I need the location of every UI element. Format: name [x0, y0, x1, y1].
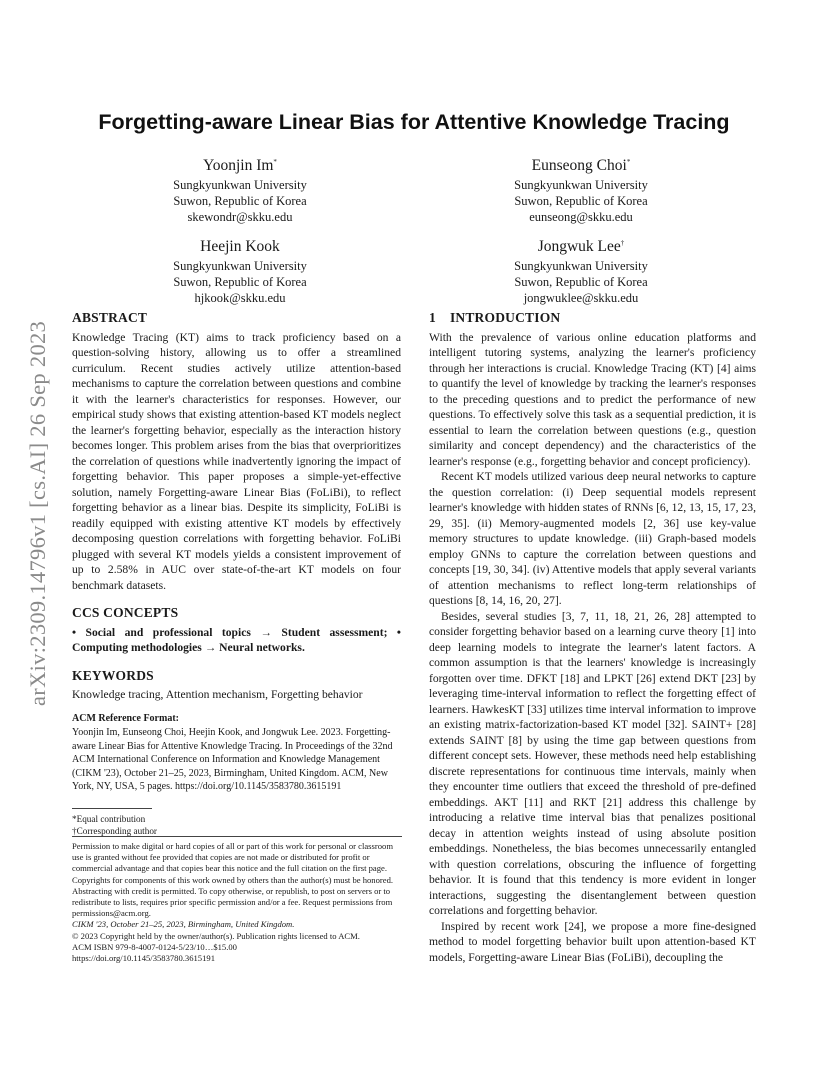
- left-column: [72, 310, 401, 837]
- author-location: Suwon, Republic of Korea: [514, 194, 648, 209]
- author-affiliation: Sungkyunkwan University: [173, 178, 307, 193]
- footnote-corresponding: †Corresponding author: [72, 825, 157, 836]
- author-name: Eunseong Choi: [531, 157, 627, 175]
- permission-doi: https://doi.org/10.1145/3583780.3615191: [72, 953, 215, 964]
- ccs-heading: CCS CONCEPTS: [72, 605, 179, 620]
- author-affiliation: Sungkyunkwan University: [514, 259, 648, 274]
- permission-copyright: © 2023 Copyright held by the owner/author(s). Publication rights licensed to ACM.: [72, 930, 360, 941]
- abstract-text: Knowledge Tracing (KT) aims to track proficiency based on a question-solving history, allowing us to offer a streamlined curriculum. Recent studies actively utilize attention-based mechanisms to capture the correlation between questions and combine it with the learner's characteristics for responses. However, our empirical study shows that existing attention-based KT models neglect the learner's forgetting behavior, especially as the interaction history becomes longer. This problem arises from the bias that overprioritizes the correlation of questions while inadvertently ignoring the impact of forgetting behavior. This paper proposes a simple-yet-effective solution, namely Forgetting-aware Linear Bias (FoLiBi), to reflect forgetting behavior as a linear bias. Despite its simplicity, FoLiBi is readily equipped with existing attentive KT models by effectively decomposing question correlations with forgetting behavior. FoLiBi plugged with several KT models yields a consistent improvement of up to 2.58% in AUC over state-of-the-art KT models on four benchmark datasets.: [72, 330, 401, 592]
- reference-format-heading: ACM Reference Format:: [72, 712, 179, 724]
- author-email: skewondr@skku.edu: [187, 210, 293, 225]
- permission-block: [72, 836, 401, 964]
- intro-paragraph: With the prevalence of various online education platforms and intelligent tutoring systems, analyzing the learner's proficiency through her interactions is crucial. Knowledge Tracing (KT) [4] aims to quantify the level of knowledge by tracking the learner's responses to the preceding questions and to predict the performance of new questions. To effectively solve this task as a sequential prediction, it is essential to learn the correlation between questions (e.g., question similarity and concept dependency) and the characteristics of the learner's response (e.g., forgetting behavior and concept proficiency).: [429, 330, 756, 468]
- reference-format-text: Yoonjin Im, Eunseong Choi, Heejin Kook, and Jongwuk Lee. 2023. Forgetting-aware Linear Bias for Attentive Knowledge Tracing. In Proceedings of the 32nd ACM International Conference on Information and Knowledge Management (CIKM '23), October 21–25, 2023, Birmingham, United Kingdom. ACM, New York, NY, USA, 5 pages. https://doi.org/10.1145/3583780.3615191: [72, 727, 393, 792]
- author-block: [90, 233, 390, 306]
- section-number: 1: [429, 310, 436, 325]
- author-location: Suwon, Republic of Korea: [173, 194, 307, 209]
- footnote-rule: [72, 808, 152, 809]
- author-location: Suwon, Republic of Korea: [173, 275, 307, 290]
- author-name: Jongwuk Lee: [537, 238, 621, 256]
- author-affiliation: Sungkyunkwan University: [514, 178, 648, 193]
- author-mark: †: [620, 239, 625, 247]
- intro-paragraph: Besides, several studies [3, 7, 11, 18, 21, 26, 28] attempted to consider forgetting behavior based on a learning curve theory [1] into deep learning models to integrate the learner's latent factors. A common assumption is that the learners' knowledge is increasingly forgotten over time. DFKT [18] and LPKT [26] extend DKT [23] by leveraging time-interval information to reflect the forgetting effect of learners. HawkesKT [33] utilizes time interval information to improve an existing matrix-factorization-based KT model [32]. SAINT+ [28] extends SAINT [8] by using the time gap between questions from different concept sets. However, these methods need help establishing discrete representations for continuous time intervals, mainly when they encounter time outliers that exceed the threshold of pre-defined embeddings. AKT [11] and RKT [21] address this challenge by introducing a relative time interval bias that penalizes positional decay in attention weights instead of using absolute position embeddings. Nonetheless, the bias becomes unnecessarily entangled with question correlations, obscuring the influence of forgetting behavior. It is found that this tendency is more evident in longer interactions, suggesting the disentanglement between question correlations and forgetting behavior.: [429, 609, 756, 917]
- keywords-heading: KEYWORDS: [72, 667, 154, 683]
- author-name: Heejin Kook: [200, 238, 280, 256]
- permission-isbn: ACM ISBN 979-8-4007-0124-5/23/10…$15.00: [72, 941, 237, 952]
- author-email: eunseong@skku.edu: [529, 210, 633, 225]
- author-block: [90, 152, 390, 225]
- intro-paragraph: Recent KT models utilized various deep neural networks to capture the question correlation: (i) Deep sequential models represent learner's knowledge with hidden states of RNNs [6, 12, 13, 15, 17, 23, 29, 35]. (ii) Memory-augmented models [2, 36] use key-value memory structures to update knowledge. (iii) Graph-based models employ GNNs to capture the correlation between questions and concepts [19, 30, 34]. (iv) Attentive models that apply several variants of attention mechanisms to reflect long-term relationships of questions [8, 14, 16, 20, 27].: [429, 470, 756, 607]
- paper-title: Forgetting-aware Linear Bias for Attentive Knowledge Tracing: [98, 110, 730, 134]
- abstract-heading: ABSTRACT: [72, 310, 148, 325]
- right-column: [429, 310, 756, 965]
- author-mark: *: [626, 158, 631, 166]
- intro-paragraph: Inspired by recent work [24], we propose a more fine-designed method to model forgetting behavior built upon attention-based KT models, Forgetting-aware Linear Bias (FoLiBi), decoupling the: [429, 919, 756, 964]
- author-email: jongwuklee@skku.edu: [523, 291, 639, 306]
- author-affiliation: Sungkyunkwan University: [173, 259, 307, 274]
- section-heading: [429, 310, 756, 326]
- section-title: INTRODUCTION: [449, 310, 561, 325]
- author-email: hjkook@skku.edu: [194, 291, 286, 306]
- author-mark: *: [273, 158, 277, 166]
- arxiv-stamp: arXiv:2309.14796v1 [cs.AI] 26 Sep 2023: [25, 320, 50, 706]
- ccs-text: • Social and professional topics → Student assessment; • Computing methodologies → Neural networks.: [72, 625, 401, 654]
- author-location: Suwon, Republic of Korea: [514, 275, 648, 290]
- permission-text: Permission to make digital or hard copies of all or part of this work for personal or classroom use is granted without fee provided that copies are not made or distributed for profit or commercial advantage and that copies bear this notice and the full citation on the first page. Copyrights for components of this work owned by others than the author(s) must be honored. Abstracting with credit is permitted. To copy otherwise, or republish, to post on servers or to redistribute to lists, requires prior specific permission and/or a fee. Request permissions from permissions@acm.org.: [72, 841, 394, 919]
- keywords-text: Knowledge tracing, Attention mechanism, Forgetting behavior: [72, 688, 363, 701]
- author-name: Yoonjin Im: [203, 157, 274, 175]
- author-block: [431, 233, 731, 306]
- permission-venue: CIKM '23, October 21–25, 2023, Birmingham, United Kingdom.: [72, 919, 295, 930]
- author-block: [431, 152, 731, 225]
- footnote-equal: *Equal contribution: [72, 813, 146, 824]
- permission-rule: [72, 836, 402, 837]
